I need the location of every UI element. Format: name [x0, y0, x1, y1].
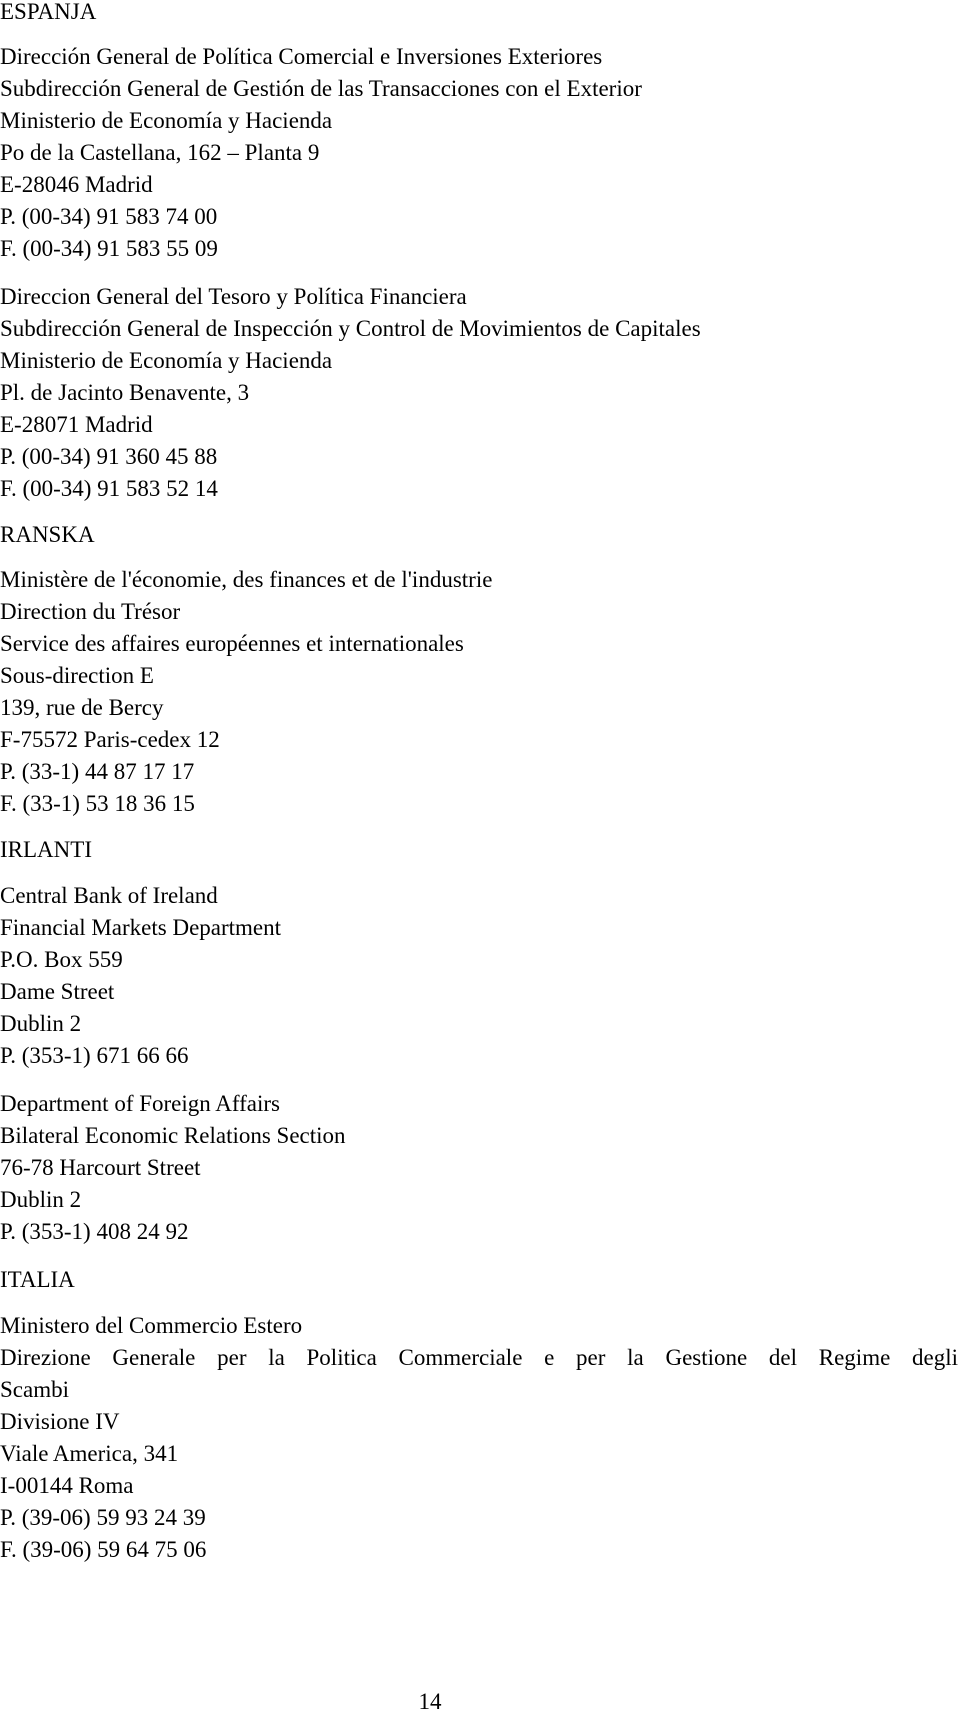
address-line: Ministero del Commercio Estero [0, 1313, 303, 1338]
address-line: Direccion General del Tesoro y Política Financiera [0, 284, 467, 309]
address-line: Po de la Castellana, 162 – Planta 9 [0, 140, 320, 165]
address-block-irlanti-foreign-affairs [0, 1088, 958, 1248]
phone-line: P. (00-34) 91 360 45 88 [0, 444, 218, 469]
address-line: 76-78 Harcourt Street [0, 1155, 201, 1180]
address-block-italia [0, 1310, 958, 1566]
address-block-espanja-treasury [0, 281, 958, 505]
fax-line: F. (00-34) 91 583 55 09 [0, 236, 218, 261]
address-line: Central Bank of Ireland [0, 883, 218, 908]
address-line: Subdirección General de Inspección y Control de Movimientos de Capitales [0, 316, 701, 341]
page-number: 14 [418, 1689, 442, 1714]
address-line: Dublin 2 [0, 1187, 82, 1212]
address-line: Dame Street [0, 979, 115, 1004]
fax-line: F. (33-1) 53 18 36 15 [0, 791, 195, 816]
address-line: Dirección General de Política Comercial e Inversiones Exteriores [0, 44, 603, 69]
address-line: I-00144 Roma [0, 1473, 134, 1498]
phone-line: P. (00-34) 91 583 74 00 [0, 204, 218, 229]
phone-line: P. (353-1) 671 66 66 [0, 1043, 189, 1068]
address-line: Ministerio de Economía y Hacienda [0, 108, 333, 133]
address-line: Pl. de Jacinto Benavente, 3 [0, 380, 250, 405]
address-line: P.O. Box 559 [0, 947, 123, 972]
address-line: Service des affaires européennes et internationales [0, 631, 464, 656]
phone-line: P. (39-06) 59 93 24 39 [0, 1505, 206, 1530]
address-line: Department of Foreign Affairs [0, 1091, 280, 1116]
address-line: Direction du Trésor [0, 599, 181, 624]
address-line: Ministerio de Economía y Hacienda [0, 348, 333, 373]
fax-line: F. (00-34) 91 583 52 14 [0, 476, 218, 501]
country-heading-italia: ITALIA [0, 1267, 75, 1292]
address-line: Ministère de l'économie, des finances et de l'industrie [0, 567, 493, 592]
address-line: Scambi [0, 1377, 69, 1402]
country-heading-espanja: ESPANJA [0, 0, 97, 24]
country-heading-ranska: RANSKA [0, 522, 95, 547]
address-line: E-28071 Madrid [0, 412, 153, 437]
phone-line: P. (353-1) 408 24 92 [0, 1219, 189, 1244]
phone-line: P. (33-1) 44 87 17 17 [0, 759, 195, 784]
address-line: F-75572 Paris-cedex 12 [0, 727, 220, 752]
address-block-ranska [0, 564, 958, 820]
address-line: Direzione Generale per la Politica Commerciale e per la Gestione del Regime degli [0, 1345, 958, 1370]
address-line: Sous-direction E [0, 663, 154, 688]
address-line: Divisione IV [0, 1409, 120, 1434]
fax-line: F. (39-06) 59 64 75 06 [0, 1537, 207, 1562]
address-line: Dublin 2 [0, 1011, 82, 1036]
address-line: E-28046 Madrid [0, 172, 153, 197]
address-block-irlanti-central-bank [0, 880, 958, 1072]
country-heading-irlanti: IRLANTI [0, 837, 92, 862]
address-line: Viale America, 341 [0, 1441, 179, 1466]
address-line: Bilateral Economic Relations Section [0, 1123, 346, 1148]
address-line: Financial Markets Department [0, 915, 282, 940]
address-line: 139, rue de Bercy [0, 695, 164, 720]
address-block-espanja-trade [0, 41, 958, 265]
address-line: Subdirección General de Gestión de las Transacciones con el Exterior [0, 76, 642, 101]
